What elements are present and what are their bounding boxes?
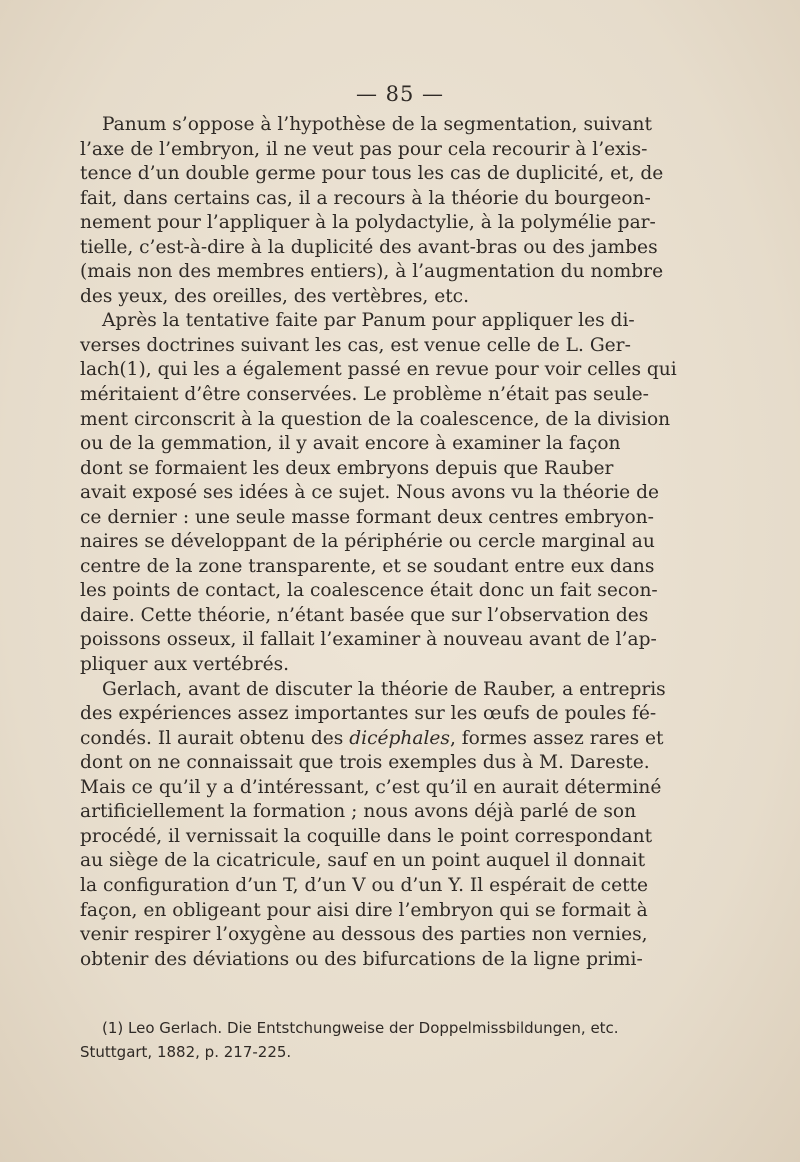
text-line: tielle, c’est-à-dire à la duplicité des avant-bras ou des jambes bbox=[80, 236, 658, 258]
body-text bbox=[80, 113, 677, 972]
text-line: l’axe de l’embryon, il ne veut pas pour cela recourir à l’exis- bbox=[80, 138, 648, 160]
page-number: — 85 — bbox=[355, 82, 445, 106]
text-line: des expériences assez importantes sur les œufs de poules fé- bbox=[80, 703, 657, 725]
text-line: venir respirer l’oxygène au dessous des parties non vernies, bbox=[80, 924, 648, 946]
text-line: au siège de la cicatricule, sauf en un point auquel il donnait bbox=[80, 850, 646, 872]
text-line: ou de la gemmation, il y avait encore à examiner la façon bbox=[80, 433, 621, 455]
text-line: façon, en obligeant pour aisi dire l’embryon qui se formait à bbox=[80, 899, 648, 921]
text-line: verses doctrines suivant les cas, est venue celle de L. Ger- bbox=[80, 334, 631, 356]
text-line: artificiellement la formation ; nous avons déjà parlé de son bbox=[80, 801, 637, 823]
italic-term: dicéphales bbox=[349, 727, 450, 749]
text-line: fait, dans certains cas, il a recours à la théorie du bourgeon- bbox=[80, 187, 651, 209]
text-line: daire. Cette théorie, n’étant basée que sur l’observation des bbox=[80, 604, 649, 626]
text-line: des yeux, des oreilles, des vertèbres, etc. bbox=[80, 285, 469, 307]
footnote bbox=[80, 1016, 619, 1064]
text-line: Panum s’oppose à l’hypothèse de la segmentation, suivant bbox=[102, 114, 652, 135]
text-line: poissons osseux, il fallait l’examiner à nouveau avant de l’ap- bbox=[80, 629, 657, 651]
text-line: les points de contact, la coalescence était donc un fait secon- bbox=[80, 580, 658, 602]
text-line: condés. Il aurait obtenu des dicéphales, formes assez rares et bbox=[80, 727, 664, 749]
text-line: naires se développant de la périphérie ou cercle marginal au bbox=[80, 531, 655, 553]
text-line: dont se formaient les deux embryons depuis que Rauber bbox=[80, 457, 614, 479]
text-line: Mais ce qu’il y a d’intéressant, c’est qu’il en aurait déterminé bbox=[80, 776, 662, 798]
text-line: Après la tentative faite par Panum pour appliquer les di- bbox=[102, 310, 635, 332]
text-line: lach(1), qui les a également passé en revue pour voir celles qui bbox=[80, 359, 677, 381]
text-line: centre de la zone transparente, et se soudant entre eux dans bbox=[80, 555, 655, 577]
text-line: ment circonscrit à la question de la coalescence, de la division bbox=[80, 408, 671, 430]
text-line: (mais non des membres entiers), à l’augmentation du nombre bbox=[80, 261, 664, 283]
text-line: tence d’un double germe pour tous les cas de duplicité, et, de bbox=[80, 163, 664, 185]
text-line: obtenir des déviations ou des bifurcations de la ligne primi- bbox=[80, 948, 643, 970]
text-line: pliquer aux vertébrés. bbox=[80, 654, 290, 676]
text-line: procédé, il vernissait la coquille dans le point correspondant bbox=[80, 825, 653, 847]
text-line: ce dernier : une seule masse formant deux centres embryon- bbox=[80, 506, 654, 528]
text-line: méritaient d’être conservées. Le problème n’était pas seule- bbox=[80, 384, 649, 406]
text-line: la configuration d’un T, d’un V ou d’un Y. Il espérait de cette bbox=[80, 874, 649, 896]
text-line: avait exposé ses idées à ce sujet. Nous avons vu la théorie de bbox=[80, 482, 659, 504]
text-line: nement pour l’appliquer à la polydactylie, à la polymélie par- bbox=[80, 212, 656, 234]
text-line: Gerlach, avant de discuter la théorie de Rauber, a entrepris bbox=[102, 678, 666, 700]
text-line: dont on ne connaissait que trois exemples dus à M. Dareste. bbox=[80, 752, 650, 774]
text-line: Stuttgart, 1882, p. 217-225. bbox=[80, 1043, 292, 1061]
text-line: (1) Leo Gerlach. Die Entstchungweise der Doppelmissbildungen, etc. bbox=[102, 1019, 619, 1037]
